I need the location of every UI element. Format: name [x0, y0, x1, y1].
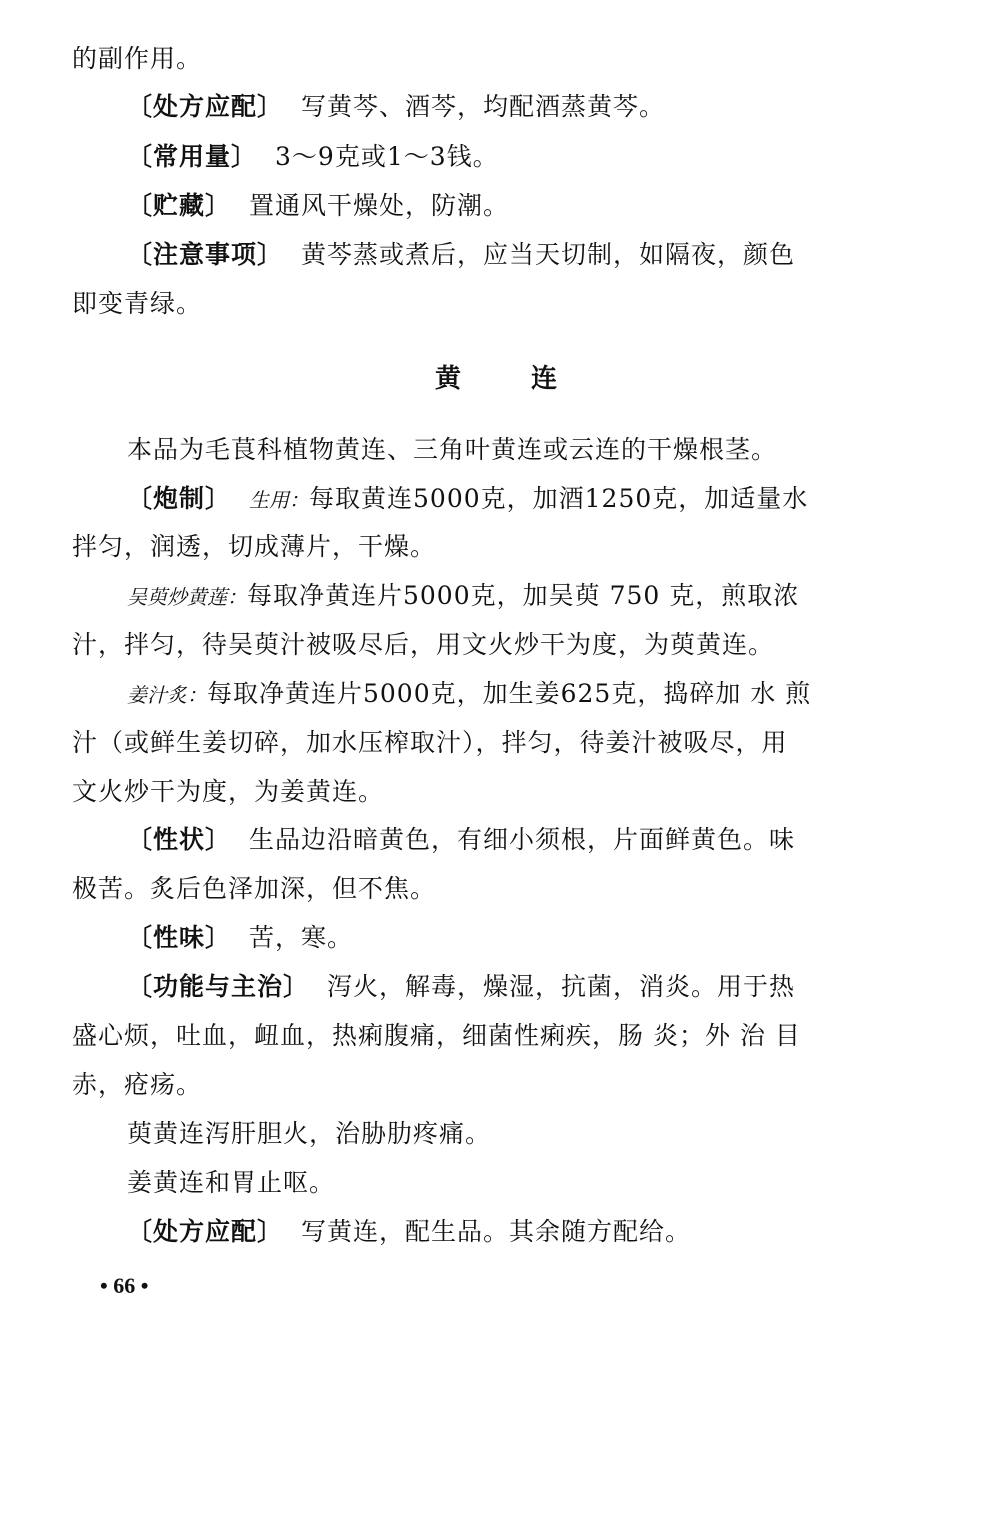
section-label: 〔处方应配〕	[127, 1217, 284, 1246]
section-label: 〔贮藏〕	[127, 191, 232, 220]
section-label: 〔常用量〕	[127, 142, 258, 171]
text-line	[72, 775, 852, 809]
sub-label: 姜汁炙：	[127, 683, 207, 707]
ginger-use-line	[127, 1166, 852, 1200]
text-line	[72, 1068, 852, 1102]
wu-entry	[127, 579, 852, 614]
sub-label: 吴萸炒黄莲：	[127, 585, 247, 609]
text-line	[72, 530, 852, 564]
text-line	[72, 42, 852, 76]
paragraph-text: 本品为毛茛科植物黄连、三角叶黄连或云连的干燥根茎。	[127, 435, 778, 464]
dose-entry	[127, 140, 852, 174]
paragraph-text: 的副作用。	[72, 44, 203, 73]
prep-entry	[127, 482, 852, 517]
section-label: 〔炮制〕	[127, 484, 232, 513]
paragraph-text: 即变青绿。	[72, 289, 203, 318]
text-line	[72, 726, 852, 760]
text-line	[72, 628, 852, 662]
section-text: 泻火，解毒，燥湿，抗菌，消炎。用于热	[327, 972, 796, 1001]
section-text: 每取净黄连片5000克，加生姜625克，捣碎加 水 煎	[207, 679, 812, 708]
storage-entry	[127, 189, 852, 223]
section-text: 生品边沿暗黄色，有细小须根，片面鲜黄色。味	[249, 825, 796, 854]
paragraph-text: 汁（或鲜生姜切碎，加水压榨取汁），拌匀，待姜汁被吸尽，用	[72, 728, 788, 757]
section-text: 每取黄连5000克，加酒1250克，加适量水	[309, 484, 809, 513]
ginger-entry	[127, 677, 852, 712]
page-number: • 66 •	[100, 1273, 149, 1298]
paragraph-text: 姜黄连和胃止呕。	[127, 1168, 336, 1197]
char-entry	[127, 823, 852, 857]
paragraph-text: 极苦。炙后色泽加深，但不焦。	[72, 874, 437, 903]
rx-entry	[127, 1215, 852, 1249]
section-label: 〔处方应配〕	[127, 92, 284, 121]
caution-entry	[127, 238, 852, 272]
title-char: 连	[531, 364, 558, 394]
section-text: 写黄芩、酒芩，均配酒蒸黄芩。	[301, 92, 666, 121]
section-label: 〔性味〕	[127, 923, 232, 952]
sub-label: 生用：	[249, 488, 310, 512]
paragraph-text: 汁，拌匀，待吴萸汁被吸尽后，用文火炒干为度，为萸黄连。	[72, 630, 775, 659]
section-text: 3～9克或1～3钱。	[275, 142, 499, 171]
wu-use-line	[127, 1117, 852, 1151]
section-label: 〔注意事项〕	[127, 240, 284, 269]
herb-title	[0, 362, 992, 396]
section-text: 写黄连，配生品。其余随方配给。	[301, 1217, 692, 1246]
paragraph-text: 赤，疮疡。	[72, 1070, 203, 1099]
section-label: 〔性状〕	[127, 825, 232, 854]
text-line	[72, 287, 852, 321]
section-label: 〔功能与主治〕	[127, 972, 310, 1001]
section-text: 苦，寒。	[249, 923, 354, 952]
formula-entry	[127, 90, 852, 124]
taste-entry	[127, 921, 852, 955]
section-text: 置通风干燥处，防潮。	[249, 191, 510, 220]
title-char: 黄	[434, 364, 461, 394]
text-line	[72, 872, 852, 906]
intro-line	[127, 433, 852, 467]
section-text: 每取净黄连片5000克，加吴萸 750 克，煎取浓	[247, 581, 800, 610]
paragraph-text: 盛心烦，吐血，衄血，热痢腹痛，细菌性痢疾，肠 炎；外 治 目	[72, 1021, 801, 1050]
func-entry	[127, 970, 852, 1004]
paragraph-text: 文火炒干为度，为姜黄连。	[72, 777, 385, 806]
paragraph-text: 拌匀，润透，切成薄片，干燥。	[72, 532, 437, 561]
section-text: 黄芩蒸或煮后，应当天切制，如隔夜，颜色	[301, 240, 796, 269]
text-line	[72, 1019, 852, 1053]
paragraph-text: 萸黄连泻肝胆火，治胁肋疼痛。	[127, 1119, 492, 1148]
